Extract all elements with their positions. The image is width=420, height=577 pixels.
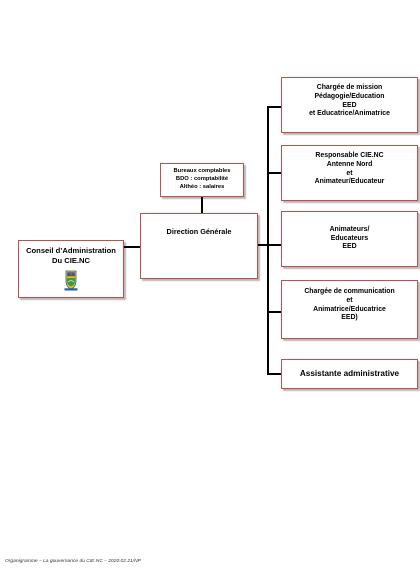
bureaux-comptables-box — [160, 163, 244, 197]
animateurs-line-3: EED — [342, 243, 357, 251]
charge-communication-line-4: EED) — [341, 314, 358, 322]
responsable-antenne-box — [281, 145, 418, 201]
animateurs-line-2: Educateurs — [330, 234, 369, 242]
charge-communication-line-1: Chargée de communication — [304, 288, 395, 295]
connector-branch-3 — [267, 244, 281, 246]
connector-branch-4 — [267, 311, 281, 313]
connector-bureaux-dg — [201, 197, 203, 213]
bureaux-line-2: BDO : comptabilité — [175, 176, 229, 182]
responsable-antenne-line-4: Animateur/Educateur — [314, 178, 385, 186]
conseil-administration-box — [18, 240, 124, 298]
assistante-line-1: Assistante administrative — [299, 368, 400, 378]
bureaux-line-3: Althéo : salaires — [179, 183, 225, 190]
charge-mission-line-1: Chargée de mission — [316, 84, 383, 91]
conseil-title-line-2: Du CIE.NC — [52, 255, 90, 265]
conseil-title-line-1: Conseil d’Administration — [26, 246, 116, 255]
charge-mission-line-3: EED — [342, 101, 357, 109]
connector-vertical-trunk — [267, 107, 269, 375]
charge-communication-line-3: Animatrice/Educatrice — [313, 305, 386, 313]
charge-mission-line-4: et Educatrice/Animatrice — [309, 110, 390, 118]
cie-nc-logo-icon — [64, 269, 78, 291]
direction-title: Direction Générale — [166, 227, 232, 236]
connector-branch-2 — [267, 172, 281, 174]
charge-mission-line-2: Pédagogie/Education — [314, 92, 385, 100]
connector-ca-dg — [124, 246, 140, 248]
charge-communication-box — [281, 280, 418, 339]
connector-branch-1 — [267, 106, 281, 108]
direction-generale-box — [140, 213, 258, 279]
bureaux-line-1: Bureaux comptables — [173, 168, 231, 175]
footer-caption: Organigramme – La gouvernance du CIE.NC – 2020.02.21/NP — [5, 559, 141, 564]
connector-branch-5 — [267, 373, 281, 375]
animateurs-line-1: Animateurs/ — [329, 225, 370, 233]
charge-communication-line-2: et — [346, 296, 353, 304]
responsable-antenne-line-2: Antenne Nord — [326, 160, 373, 168]
responsable-antenne-line-1: Responsable CIE.NC — [315, 152, 384, 159]
animateurs-box — [281, 211, 418, 267]
responsable-antenne-line-3: et — [346, 169, 353, 177]
charge-mission-box — [281, 77, 418, 133]
assistante-administrative-box — [281, 359, 418, 389]
